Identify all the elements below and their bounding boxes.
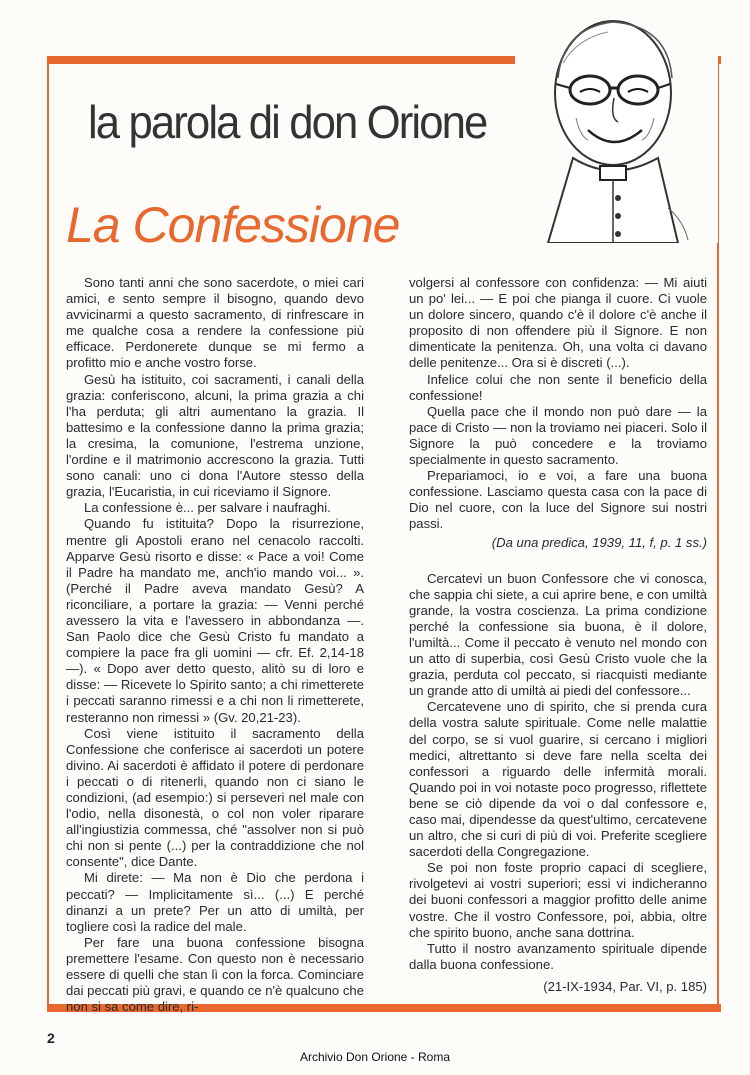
source-citation: (21-IX-1934, Par. VI, p. 185) [543, 978, 707, 994]
paragraph: Prepariamoci, io e voi, a fare una buona confessione. Lasciamo questa casa con la pace di Dio nel cuore, con la luce del Signore sui nostri passi. [409, 468, 707, 532]
paragraph: Per fare una buona confessione bisogna premettere l'esame. Con questo non è necessario essere di quelli che stan lì con la forca. Cominciare dai peccati più gravi, e quando ce n'è qualcuno che non si sa come dire, ri- [66, 934, 364, 1015]
source-citation: (Da una predica, 1939, 11, f, p. 1 ss.) [491, 534, 707, 550]
paragraph: Tutto il nostro avanzamento spirituale dipende dalla buona confessione. [409, 940, 707, 972]
paragraph: Cercatevi un buon Confessore che vi conosca, che sappia chi siete, a cui aprire bene, e con umiltà grande, la vostra coscienza. La prima condizione perché la confessione sia buona, è il dolore, l'umiltà... Come il peccato è venuto nel mondo con un atto di superbia, così Gesù Cristo vuole che la grazia, perduta col peccato, si riacquisti mediante un grande atto di umiltà ai piedi del confessore... [409, 570, 707, 699]
paragraph: Gesù ha istituito, coi sacramenti, i canali della grazia: conferiscono, alcuni, la prima grazia a chi l'ha perduta; gli altri aumentano la grazia. Il battesimo e la confessione danno la prima grazia; la cresima, la comunione, l'estrema unzione, l'ordine e il matrimonio accrescono la grazia. Tutti sono canali: uno ci dona l'Autore stesso della grazia, l'Eucaristia, in cui riceviamo il Signore. [66, 371, 364, 500]
paragraph: volgersi al confessore con confidenza: — Mi aiuti un po' lei... — E poi che pianga il cuore. Ci vuole un dolore sincero, quando c'è il dolore c'è anche il proposito di non offendere più il Signore. E non dimenticate la penitenza. Oh, una volta ci davano delle penitenze... Ora si è discreti (...). [409, 275, 707, 371]
paragraph: Quando fu istituita? Dopo la risurrezione, mentre gli Apostoli erano nel cenacolo raccolti. Apparve Gesù risorto e disse: « Pace a voi! Come il Padre ha mandato me, anch'io mando voi... ». (Perché il Padre aveva mandato Gesù? A riconciliare, a portare la grazia: — Venni perché avessero la vita e l'avessero in abbondanza —. San Paolo dice che Gesù Cristo fu mandato a compiere la pace fra gli uomini — cfr. Ef. 2,14-18 —). « Dopo aver detto questo, alitò su di loro e disse: — Ricevete lo Spirito santo; a chi rimetterete i peccati saranno rimessi e a chi non li rimetterete, resteranno non rimessi » (Gv. 20,21-23). [66, 516, 364, 725]
footer-credit: Archivio Don Orione - Roma [299, 1050, 451, 1064]
paragraph: La confessione è... per salvare i naufraghi. [84, 500, 331, 516]
paragraph: Se poi non foste proprio capaci di scegliere, rivolgetevi ai vostri superiori; essi vi indicheranno dei buoni confessori a maggior profitto delle anime vostre. Che il vostro Confessore, poi, abbia, oltre che spirito buono, anche sana dottrina. [409, 860, 707, 940]
paragraph: Sono tanti anni che sono sacerdote, o miei cari amici, e sento sempre il bisogno, quando devo avvicinarmi a questo sacramento, di rinfrescare in me qualche cosa a rendere la confessione più efficace. Perdonerete dunque se mi fermo a profitto mio e anche vostro forse. [66, 275, 364, 371]
section-gap [409, 551, 707, 571]
paragraph: Cercatevene uno di spirito, che si prenda cura della vostra salute spirituale. Come nelle malattie del corpo, se si vuol guarire, si cercano i migliori medici, altrettanto si deve fare nella scelta dei confessori a riguardo delle infermità morali. Quando poi in voi notaste poco progresso, riflettete bene se ciò dipende da voi o dal confessore e, caso mai, dipendesse da quest'ultimo, cercatevene un altro, che si curi di più di voi. Preferite scegliere sacerdoti della Congregazione. [409, 699, 707, 860]
portrait-illustration [518, 8, 718, 243]
article-title: La Confessione [66, 197, 400, 253]
right-column [409, 275, 707, 995]
paragraph: Così viene istituito il sacramento della Confessione che conferisce ai sacerdoti un potere divino. Ai sacerdoti è affidato il potere di perdonare i peccati o di ritenerli, quando non ci siano le condizioni, (ad esempio:) si perseveri nel male con l'odio, nella disonestà, o col non voler riparare all'ingiustizia commessa, ché "assolver non si può chi non si pente (...) per la contraddizione che nol consente", dice Dante. [66, 725, 364, 870]
series-title: la parola di don Orione [88, 96, 487, 148]
paragraph: Quella pace che il mondo non può dare — la pace di Cristo — non la troviamo nei piaceri. Solo il Signore la può concedere e la troviamo specialmente in questo sacramento. [409, 403, 707, 468]
top-rule-left [47, 56, 515, 64]
paragraph: Mi direte: — Ma non è Dio che perdona i peccati? — Implicitamente sì... (...) E perché dinanzi a un prete? Per un atto di umiltà, per togliere così la radice del male. [66, 870, 364, 934]
left-column [66, 275, 364, 1015]
page-number: 2 [47, 1030, 55, 1046]
paragraph: Infelice colui che non sente il beneficio della confessione! [409, 371, 707, 403]
